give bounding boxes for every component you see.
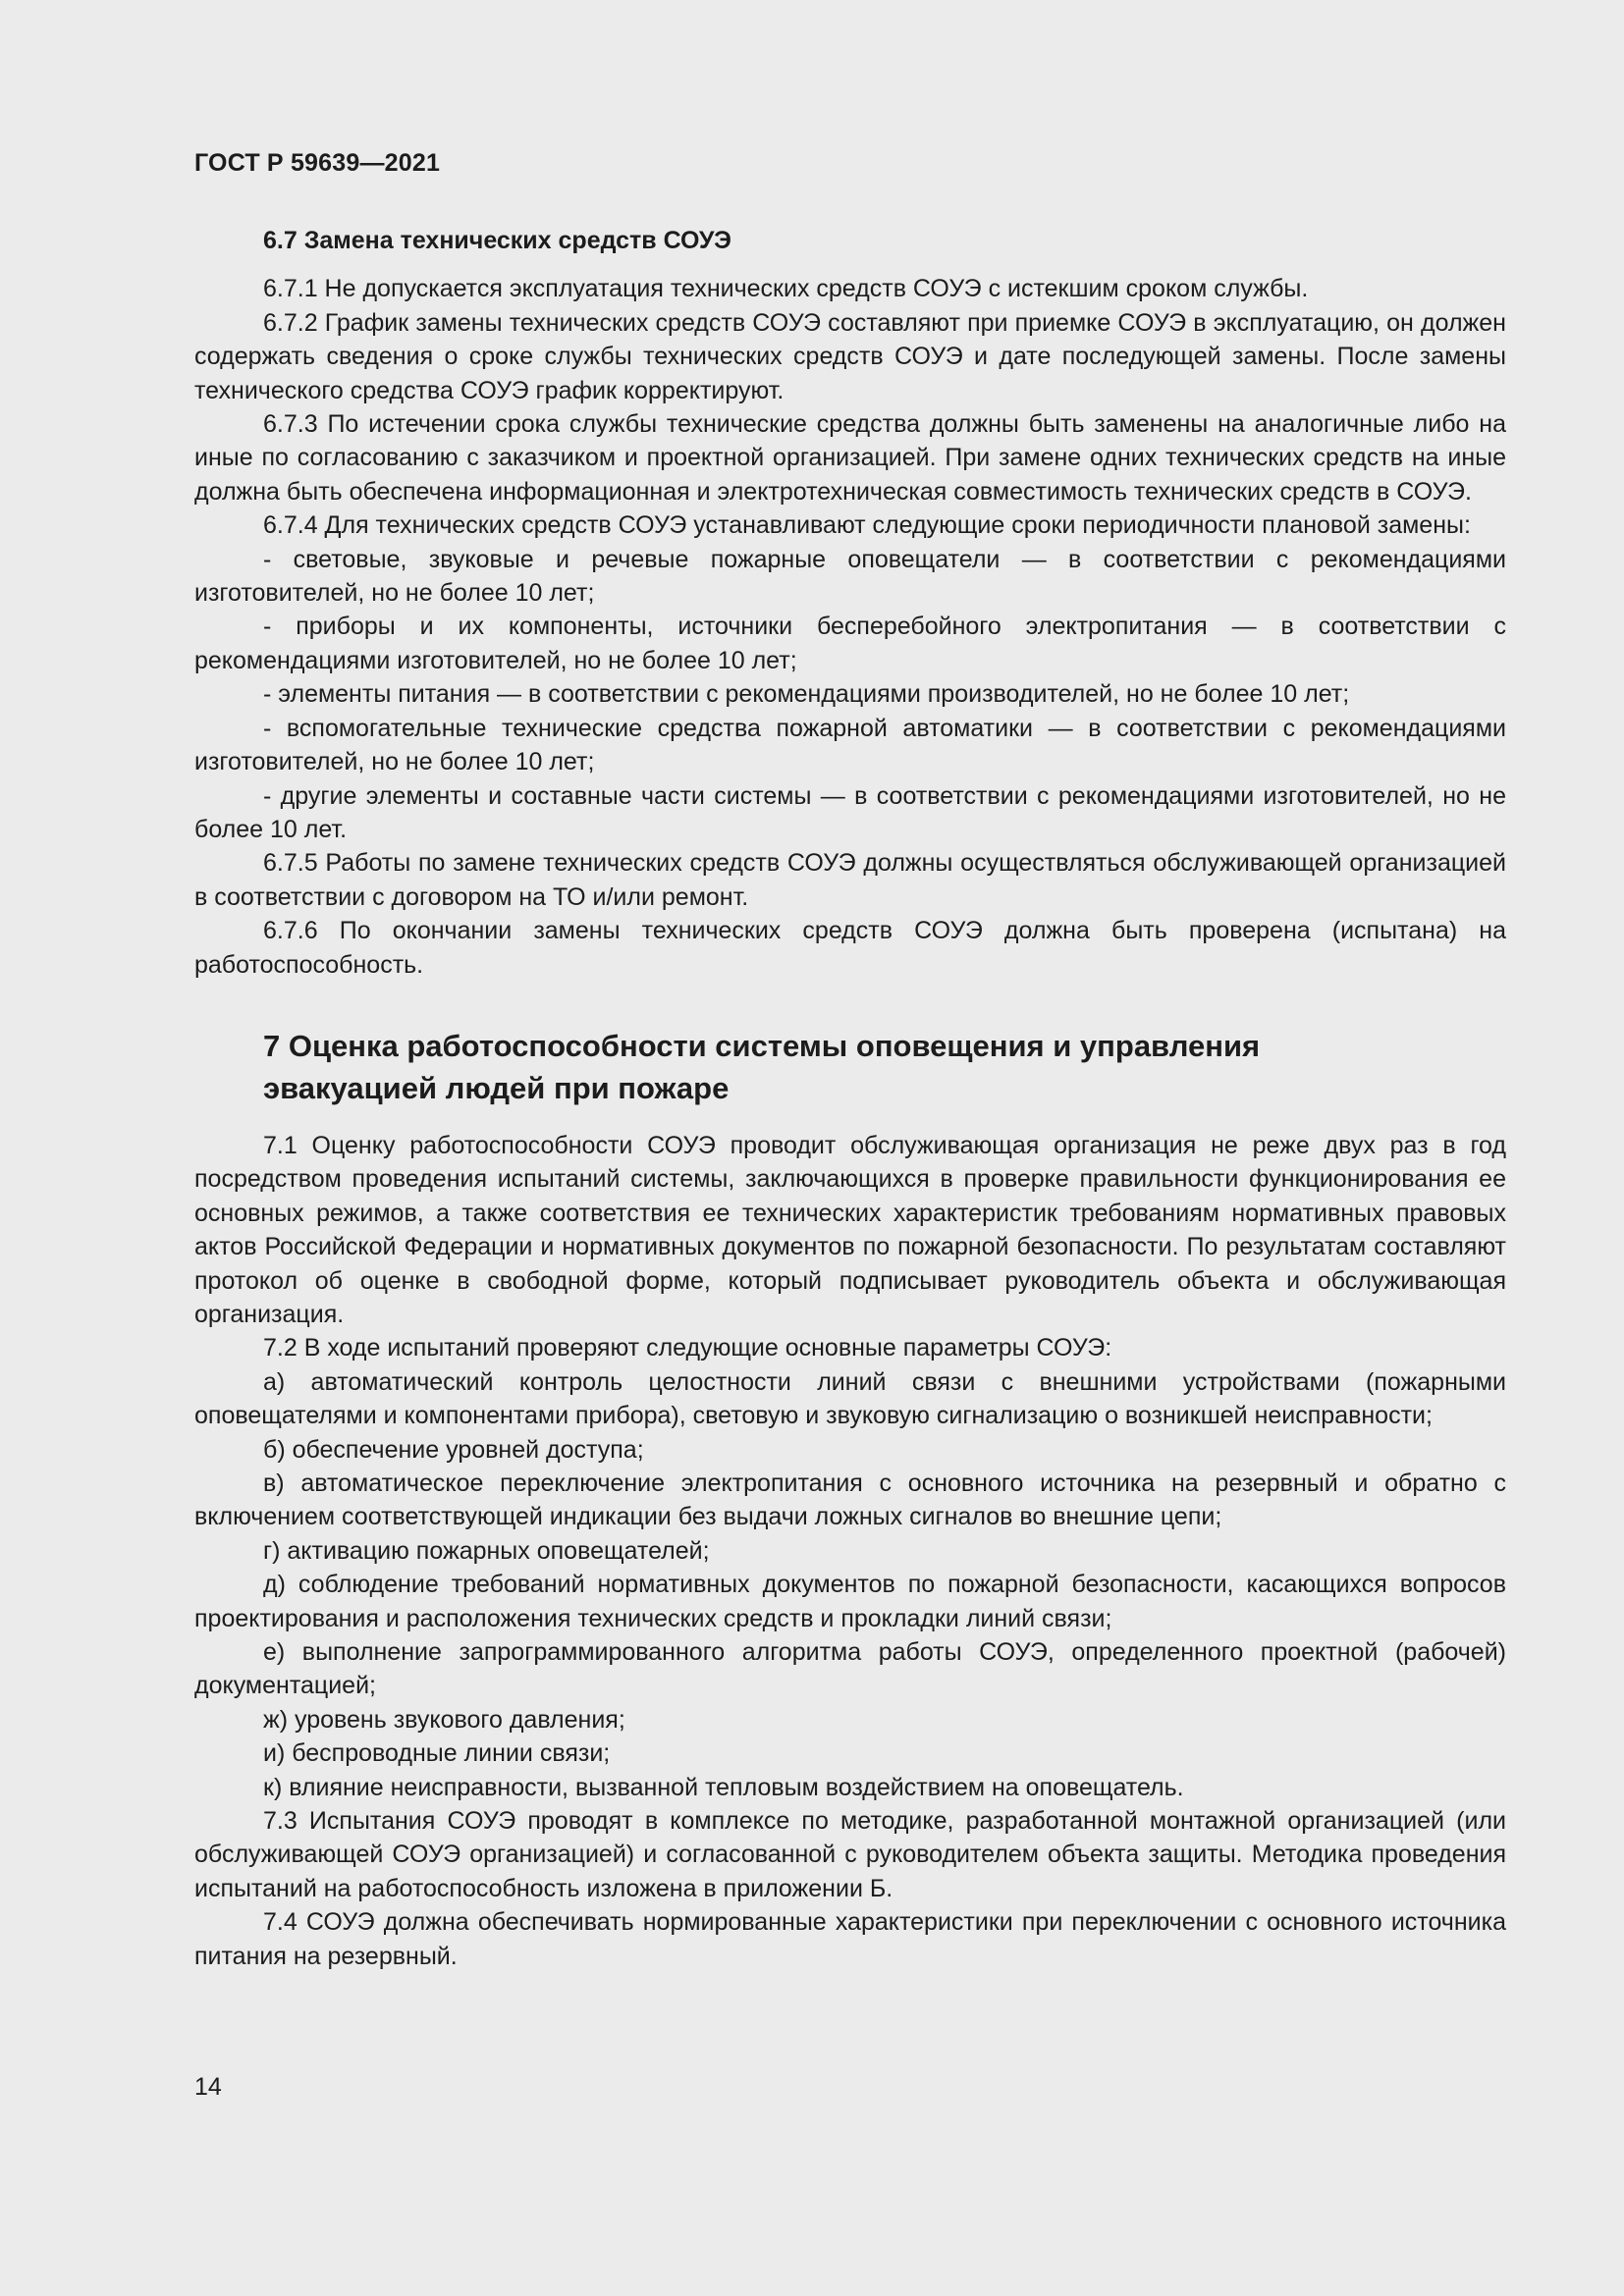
list-item: - элементы питания — в соответствии с рекомендациями производителей, но не более 10 лет; [263,680,1350,709]
list-item: - вспомогательные технические средства пожарной автоматики — в соответствии с рекомендациями изготовителей, но не более 10 лет; [194,714,1506,776]
document-body [194,224,1506,1973]
list-item: к) влияние неисправности, вызванной тепловым воздействием на оповещатель. [263,1773,1184,1801]
paragraph: 6.7.4 Для технических средств СОУЭ устанавливают следующие сроки периодичности плановой замены: [263,511,1471,540]
paragraph: 7.1 Оценку работоспособности СОУЭ проводит обслуживающая организация не реже двух раз в год посредством проведения испытаний системы, заключающихся в проверке правильности функционирования ее основных режимов, а также соответствия ее технических характеристик требованиям нормативных правовых актов Российской Федерации и нормативных документов по пожарной безопасности. По результатам составляют протокол об оценке в свободной форме, который подписывает руководитель объекта и обслуживающая организация. [194,1131,1506,1328]
list-item: - световые, звуковые и речевые пожарные оповещатели — в соответствии с рекомендациями изготовителей, но не более 10 лет; [194,545,1506,608]
section-6-7-title: 6.7 Замена технических средств СОУЭ [263,227,731,254]
section-7-title-line-2: эвакуацией людей при пожаре [263,1070,730,1105]
paragraph: 6.7.2 График замены технических средств СОУЭ составляют при приемке СОУЭ в эксплуатацию, он должен содержать сведения о сроке службы технических средств СОУЭ и дате последующей замены. После замены технического средства СОУЭ график корректируют. [194,308,1506,404]
paragraph: 6.7.1 Не допускается эксплуатация технических средств СОУЭ с истекшим сроком службы. [263,275,1309,303]
list-item: и) беспроводные линии связи; [263,1739,611,1768]
list-item: - приборы и их компоненты, источники бесперебойного электропитания — в соответствии с рекомендациями изготовителей, но не более 10 лет; [194,613,1506,674]
list-item: б) обеспечение уровней доступа; [263,1435,644,1464]
page-number: 14 [194,2073,222,2101]
paragraph: 6.7.3 По истечении срока службы технические средства должны быть заменены на аналогичные либо на иные по согласованию с заказчиком и проектной организацией. При замене одних технических средств на иные должна быть обеспечена информационная и электротехническая совместимость технических средств в СОУЭ. [194,410,1506,506]
section-7-title-line-1: 7 Оценка работоспособности системы оповещения и управления [263,1028,1261,1063]
list-item: д) соблюдение требований нормативных документов по пожарной безопасности, касающихся вопросов проектирования и расположения технических средств и прокладки линий связи; [194,1571,1506,1632]
list-item: ж) уровень звукового давления; [263,1705,625,1734]
list-item: а) автоматический контроль целостности линий связи с внешними устройствами (пожарными оповещателями и компонентами прибора), световую и звуковую сигнализацию о возникшей неисправности; [194,1367,1506,1430]
paragraph: 6.7.6 По окончании замены технических средств СОУЭ должна быть проверена (испытана) на работоспособность. [194,917,1506,979]
paragraph: 7.3 Испытания СОУЭ проводят в комплексе по методике, разработанной монтажной организацией (или обслуживающей СОУЭ организацией) и согласованной с руководителем объекта защиты. Методика проведения испытаний на работоспособность изложена в приложении Б. [194,1807,1506,1902]
paragraph: 7.4 СОУЭ должна обеспечивать нормированные характеристики при переключении с основного источника питания на резервный. [194,1908,1506,1970]
paragraph: 7.2 В ходе испытаний проверяют следующие основные параметры СОУЭ: [263,1334,1112,1362]
list-item: г) активацию пожарных оповещателей; [263,1536,710,1565]
paragraph: 6.7.5 Работы по замене технических средств СОУЭ должны осуществляться обслуживающей организацией в соответствии с договором на ТО и/или ремонт. [194,849,1506,911]
section-7-title [263,1025,1506,1109]
list-item: - другие элементы и составные части системы — в соответствии с рекомендациями изготовителей, но не более 10 лет. [194,781,1506,843]
list-item: е) выполнение запрограммированного алгоритма работы СОУЭ, определенного проектной (рабочей) документацией; [194,1638,1506,1700]
document-header: ГОСТ Р 59639—2021 [194,149,441,177]
list-item: в) автоматическое переключение электропитания с основного источника на резервный и обратно с включением соответствующей индикации без выдачи ложных сигналов во внешние цепи; [194,1469,1506,1531]
